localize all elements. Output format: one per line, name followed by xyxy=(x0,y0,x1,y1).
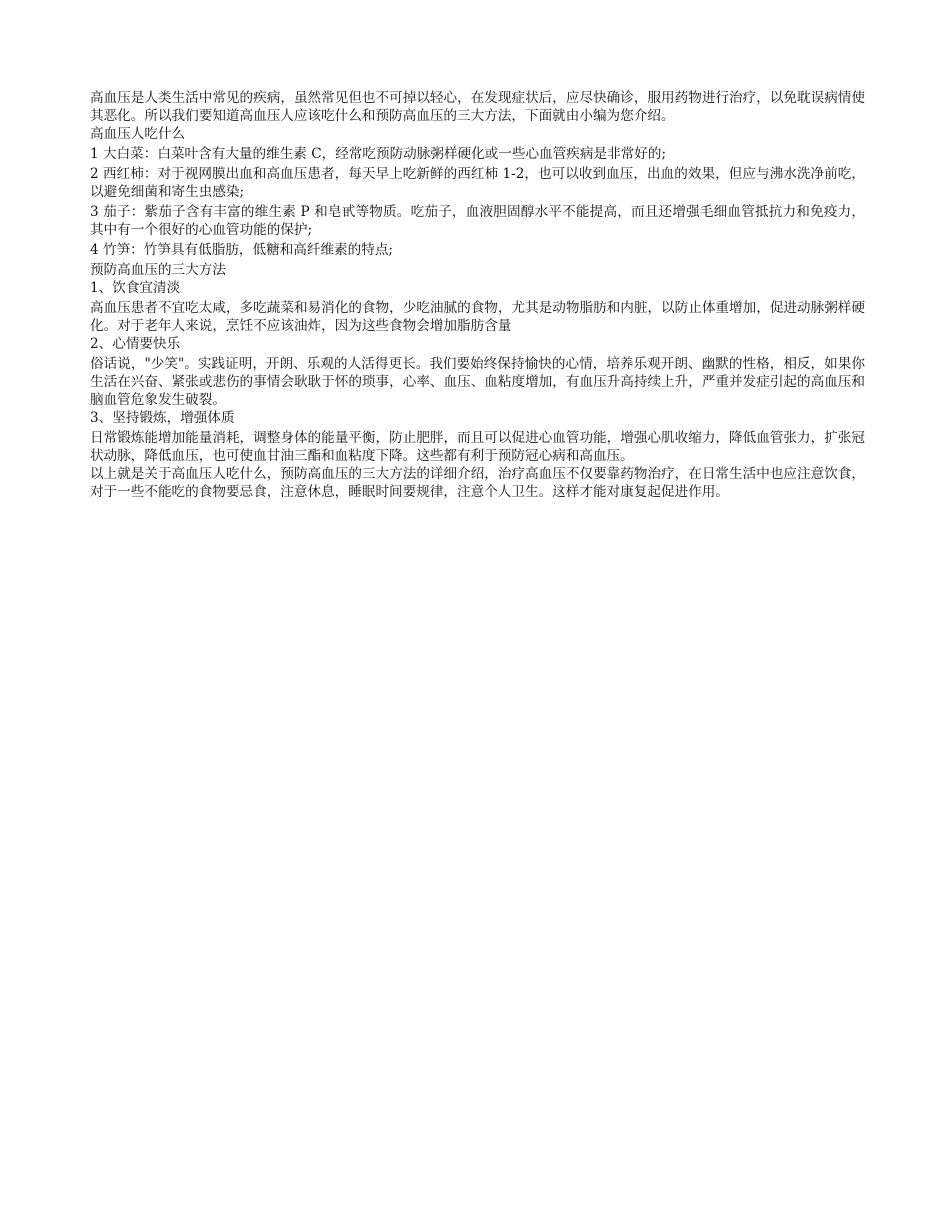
intro-paragraph: 高血压是人类生活中常见的疾病，虽然常见但也不可掉以轻心，在发现症状后，应尽快确诊，服用药物进行治疗，以免耽误病情使其恶化。所以我们要知道高血压人应该吃什么和预防高血压的三大方法，下面就由小编为您介绍。 xyxy=(90,90,865,124)
method-title: 2、心情要快乐 xyxy=(90,336,181,352)
food-item: 3 茄子：紫茄子含有丰富的维生素 P 和皂甙等物质。吃茄子，血液胆固醇水平不能提高，而且还增强毛细血管抵抗力和免疫力，其中有一个很好的心血管功能的保护; xyxy=(90,204,865,238)
document-body xyxy=(90,89,865,501)
section-title-foods: 高血压人吃什么 xyxy=(90,126,186,142)
food-item: 1 大白菜：白菜叶含有大量的维生素 C，经常吃预防动脉粥样硬化或一些心血管疾病是非常好的; xyxy=(90,146,667,162)
food-item: 4 竹笋：竹笋具有低脂肪，低糖和高纤维素的特点; xyxy=(90,242,394,258)
food-item: 2 西红柿：对于视网膜出血和高血压患者，每天早上吃新鲜的西红柿 1-2，也可以收到血压，出血的效果，但应与沸水洗净前吃，以避免细菌和寄生虫感染; xyxy=(90,166,865,200)
method-body: 日常锻炼能增加能量消耗，调整身体的能量平衡，防止肥胖，而且可以促进心血管功能，增强心肌收缩力，降低血管张力，扩张冠状动脉，降低血压，也可使血甘油三酯和血粘度下降。这些都有利于预防冠心病和高血压。 xyxy=(90,430,865,464)
conclusion-paragraph: 以上就是关于高血压人吃什么，预防高血压的三大方法的详细介绍，治疗高血压不仅要靠药物治疗，在日常生活中也应注意饮食，对于一些不能吃的食物要忌食，注意休息，睡眠时间要规律，注意个人卫生。这样才能对康复起促进作用。 xyxy=(90,466,865,500)
method-body: 俗话说，"少笑"。实践证明，开朗、乐观的人活得更长。我们要始终保持愉快的心情，培养乐观开朗、幽默的性格，相反，如果你生活在兴奋、紧张或悲伤的事情会耿耿于怀的琐事，心率、血压、血粘度增加，有血压升高持续上升，严重并发症引起的高血压和脑血管危象发生破裂。 xyxy=(90,356,865,408)
method-body: 高血压患者不宜吃太咸，多吃蔬菜和易消化的食物，少吃油腻的食物，尤其是动物脂肪和内脏，以防止体重增加，促进动脉粥样硬化。对于老年人来说，烹饪不应该油炸，因为这些食物会增加脂肪含量 xyxy=(90,300,865,334)
section-title-prevention: 预防高血压的三大方法 xyxy=(90,262,226,278)
method-title: 1、饮食宜清淡 xyxy=(90,280,181,296)
method-title: 3、坚持锻炼，增强体质 xyxy=(90,410,235,426)
